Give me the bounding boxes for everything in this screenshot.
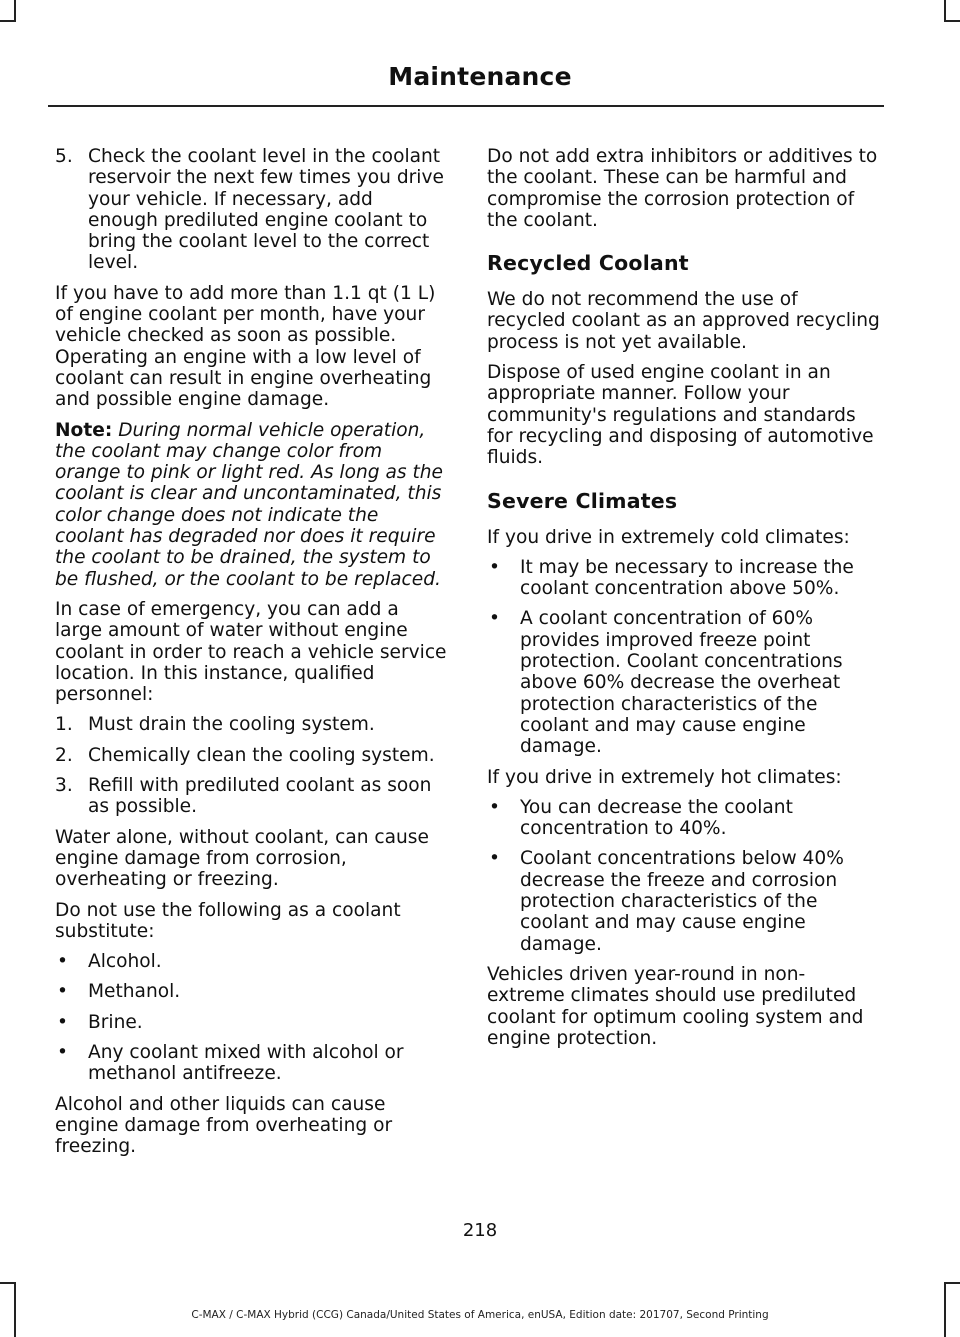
bullet: • bbox=[489, 848, 500, 870]
crop-mark-bottom-left-horizontal bbox=[0, 1282, 16, 1284]
heading-severe-climates: Severe Climates bbox=[487, 488, 678, 513]
list-item bbox=[487, 797, 881, 840]
emergency-step-3-text: Refill with prediluted coolant as soon as possible. bbox=[88, 775, 432, 818]
crop-mark-bottom-right-horizontal bbox=[944, 1282, 960, 1284]
list-item-text: Coolant concentrations below 40% decrease the freeze and corrosion protection characteristics of the coolant and may cause engine damage. bbox=[520, 848, 844, 955]
crop-mark-top-right-horizontal bbox=[944, 20, 960, 22]
page-title: Maintenance bbox=[388, 62, 572, 91]
list-item-text: It may be necessary to increase the coolant concentration above 50%. bbox=[520, 556, 854, 600]
step-5 bbox=[55, 146, 447, 274]
emergency-step-1 bbox=[55, 714, 447, 735]
para-do-not-use: Do not use the following as a coolant substitute: bbox=[55, 899, 401, 942]
header-divider bbox=[48, 105, 884, 107]
left-column bbox=[55, 146, 447, 1166]
para-cold-intro: If you drive in extremely cold climates: bbox=[487, 526, 850, 548]
step-5-number: 5. bbox=[55, 146, 73, 167]
para-recycled-2: Dispose of used engine coolant in an appropriate manner. Follow your community's regulations and standards for recycling and disposing of automotive fluids. bbox=[487, 362, 874, 469]
list-item-text: Any coolant mixed with alcohol or methanol antifreeze. bbox=[88, 1041, 404, 1085]
emergency-step-1-text: Must drain the cooling system. bbox=[88, 714, 375, 736]
crop-mark-top-left-horizontal bbox=[0, 20, 16, 22]
emergency-step-3-number: 3. bbox=[55, 775, 73, 797]
list-item bbox=[55, 1042, 447, 1085]
list-item bbox=[487, 608, 881, 757]
step-5-text: Check the coolant level in the coolant reservoir the next few times you drive your vehicle. If necessary, add enough prediluted engine coolant to bring the coolant level to the correct level. bbox=[88, 146, 444, 274]
bullet: • bbox=[57, 1011, 68, 1033]
emergency-step-1-number: 1. bbox=[55, 714, 73, 736]
list-item bbox=[55, 1012, 447, 1033]
emergency-step-2-number: 2. bbox=[55, 744, 73, 766]
list-item-text: Methanol. bbox=[88, 981, 181, 1003]
bullet: • bbox=[57, 1041, 68, 1063]
emergency-step-2 bbox=[55, 745, 447, 766]
para-year-round: Vehicles driven year-round in non-extreme climates should use prediluted coolant for optimum cooling system and engine protection. bbox=[487, 963, 864, 1049]
list-item bbox=[487, 848, 881, 954]
para-add-more: If you have to add more than 1.1 qt (1 L) of engine coolant per month, have your vehicle checked as soon as possible. Operating an engine with a low level of coolant can result in engine overheating and possible engine damage. bbox=[55, 282, 436, 411]
note bbox=[55, 420, 447, 590]
list-item-text: You can decrease the coolant concentration to 40%. bbox=[520, 796, 793, 840]
para-alcohol: Alcohol and other liquids can cause engine damage from overheating or freezing. bbox=[55, 1093, 393, 1158]
para-water-alone: Water alone, without coolant, can cause engine damage from corrosion, overheating or freezing. bbox=[55, 826, 429, 891]
bullet: • bbox=[57, 951, 68, 973]
bullet: • bbox=[489, 608, 500, 630]
para-recycled-1: We do not recommend the use of recycled coolant as an approved recycling process is not yet available. bbox=[487, 289, 880, 353]
heading-recycled-coolant: Recycled Coolant bbox=[487, 251, 689, 276]
para-emergency: In case of emergency, you can add a large amount of water without engine coolant in order to reach a vehicle service location. In this instance, qualified personnel: bbox=[55, 598, 447, 706]
page-number: 218 bbox=[462, 1220, 498, 1241]
bullet: • bbox=[489, 796, 500, 818]
crop-mark-top-left-vertical bbox=[14, 0, 16, 22]
list-item-text: Alcohol. bbox=[88, 951, 162, 973]
list-item bbox=[55, 981, 447, 1002]
para-inhibitors: Do not add extra inhibitors or additives to the coolant. These can be harmful and compromise the corrosion protection of the coolant. bbox=[487, 146, 878, 231]
note-text: During normal vehicle operation, the coolant may change color from orange to pink or light red. As long as the coolant is clear and uncontaminated, this color change does not indicate the coolant has degraded nor does it require the coolant to be drained, the system to be flushed, or the coolant to be replaced. bbox=[55, 419, 443, 590]
para-hot-intro: If you drive in extremely hot climates: bbox=[487, 766, 842, 788]
list-item-text: A coolant concentration of 60% provides improved freeze point protection. Coolant concentrations above 60% decrease the overheat protection characteristics of the coolant and may cause engine damage. bbox=[520, 608, 843, 758]
right-column bbox=[487, 146, 881, 1058]
bullet: • bbox=[57, 981, 68, 1003]
emergency-step-3 bbox=[55, 775, 447, 818]
edition-footer: C-MAX / C-MAX Hybrid (CCG) Canada/United States of America, enUSA, Edition date: 201707, Second Printing bbox=[191, 1309, 769, 1321]
note-label: Note: bbox=[55, 419, 113, 441]
emergency-step-2-text: Chemically clean the cooling system. bbox=[88, 744, 435, 766]
list-item-text: Brine. bbox=[88, 1011, 143, 1033]
list-item bbox=[55, 951, 447, 972]
list-item bbox=[487, 557, 881, 600]
bullet: • bbox=[489, 556, 500, 578]
crop-mark-top-right-vertical bbox=[944, 0, 946, 22]
